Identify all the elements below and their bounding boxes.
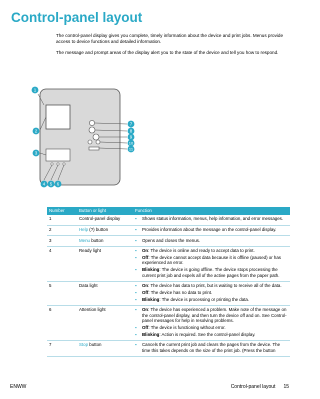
function-text: Provides information about the message on the control-panel display. bbox=[142, 226, 277, 232]
function-text: Shows status information, menus, help information, and error messages. bbox=[142, 216, 284, 222]
callout-1 bbox=[32, 87, 39, 94]
function-text: : The device has experienced a problem. Make note of the message on the control-panel display, and then turn the device off and on. See Control-panel messages for help in resolving problems. bbox=[142, 307, 287, 324]
function-list bbox=[135, 248, 288, 278]
bullet-icon: ▪ bbox=[135, 289, 137, 295]
function-state: Off bbox=[142, 289, 149, 295]
table-row bbox=[47, 246, 290, 281]
function-item bbox=[135, 248, 288, 253]
data-light-graphic bbox=[57, 163, 59, 165]
function-item bbox=[135, 342, 288, 353]
function-item bbox=[135, 283, 288, 288]
svg-text:1: 1 bbox=[33, 87, 37, 93]
row-number: 7 bbox=[47, 340, 77, 356]
function-state: On bbox=[142, 248, 149, 254]
svg-text:7: 7 bbox=[129, 121, 133, 127]
callout-4 bbox=[41, 181, 48, 188]
row-function bbox=[133, 305, 290, 340]
function-item bbox=[135, 267, 288, 278]
function-item bbox=[135, 216, 288, 221]
row-number: 6 bbox=[47, 305, 77, 340]
bullet-icon: ▪ bbox=[135, 237, 137, 243]
function-item bbox=[135, 238, 288, 243]
function-text: : The device is online and ready to accept data to print. bbox=[148, 248, 255, 254]
lights-area bbox=[46, 149, 70, 161]
svg-text:10: 10 bbox=[128, 140, 134, 146]
function-item bbox=[135, 325, 288, 330]
svg-text:3: 3 bbox=[34, 150, 38, 156]
bullet-icon: ▪ bbox=[135, 342, 137, 348]
bullet-icon: ▪ bbox=[135, 307, 137, 313]
bullet-icon: ▪ bbox=[135, 216, 137, 222]
row-name-part: Control-panel display bbox=[79, 216, 121, 222]
row-name-part: (?) button bbox=[88, 226, 109, 232]
bullet-icon: ▪ bbox=[135, 267, 137, 273]
row-function bbox=[133, 225, 290, 236]
function-state: Blinking bbox=[142, 331, 160, 337]
select-button-graphic bbox=[93, 134, 99, 140]
svg-text:2: 2 bbox=[34, 128, 38, 134]
callout-9 bbox=[128, 134, 135, 141]
function-text: : The device is going offline. The device stops processing the current print job and expels all of the active pages from the paper path. bbox=[142, 267, 280, 278]
function-text: : Action is required. See the control-panel display. bbox=[159, 331, 256, 337]
row-function bbox=[133, 215, 290, 225]
callout-8 bbox=[128, 128, 135, 135]
table-row bbox=[47, 281, 290, 305]
function-text: : The device has data to print, but is waiting to receive all of the data. bbox=[148, 283, 282, 289]
attention-light-graphic bbox=[63, 163, 65, 165]
svg-text:4: 4 bbox=[42, 181, 46, 187]
table-row bbox=[47, 305, 290, 340]
svg-text:8: 8 bbox=[129, 128, 133, 134]
row-button-or-light bbox=[77, 305, 133, 340]
ready-light-graphic bbox=[51, 163, 53, 165]
intro-paragraph: The control-panel display gives you complete, timely information about the device and print jobs. Menus provide access to device functions and detailed information. bbox=[56, 33, 284, 44]
function-item bbox=[135, 255, 288, 266]
callout-6 bbox=[55, 181, 62, 188]
footer-left: ENWW bbox=[10, 384, 27, 390]
svg-text:9: 9 bbox=[129, 134, 133, 140]
svg-text:11: 11 bbox=[128, 146, 134, 152]
row-number: 1 bbox=[47, 215, 77, 225]
function-list bbox=[135, 307, 288, 337]
svg-text:6: 6 bbox=[56, 181, 60, 187]
bullet-icon: ▪ bbox=[135, 226, 137, 232]
row-name-part: Menu bbox=[79, 237, 90, 243]
display-window bbox=[46, 105, 70, 129]
table-body bbox=[47, 215, 290, 356]
help-button-graphic bbox=[89, 120, 94, 125]
callout-7 bbox=[128, 121, 135, 128]
row-button-or-light bbox=[77, 246, 133, 281]
back-button-graphic bbox=[89, 147, 99, 150]
bullet-icon: ▪ bbox=[135, 283, 137, 289]
row-function bbox=[133, 236, 290, 247]
function-text: Opens and closes the menus. bbox=[142, 237, 201, 243]
function-text: : The device has no data to print. bbox=[148, 289, 213, 295]
control-panel-diagram bbox=[30, 79, 140, 191]
function-text: : The device is functioning without error. bbox=[148, 324, 226, 330]
page-number: 15 bbox=[283, 384, 289, 390]
svg-text:5: 5 bbox=[49, 181, 53, 187]
table-header-row bbox=[47, 207, 290, 215]
function-text: Cancels the current print job and clears the pages from the device. The time this takes depends on the size of the print job. (Press the button bbox=[142, 342, 281, 353]
table-row bbox=[47, 225, 290, 236]
row-name-part: Ready light bbox=[79, 248, 101, 254]
intro-paragraph: The message and prompt areas of the display alert you to the state of the device and tell you how to respond. bbox=[56, 50, 279, 55]
function-state: On bbox=[142, 307, 149, 313]
function-item bbox=[135, 227, 288, 232]
callout-3 bbox=[33, 150, 40, 157]
up-button-graphic bbox=[88, 140, 92, 144]
row-function bbox=[133, 340, 290, 356]
row-function bbox=[133, 246, 290, 281]
row-button-or-light bbox=[77, 215, 133, 225]
row-button-or-light bbox=[77, 340, 133, 356]
header-number: Number bbox=[47, 207, 77, 215]
row-name-part: Stop bbox=[79, 342, 89, 348]
row-function bbox=[133, 281, 290, 305]
function-state: Blinking bbox=[142, 296, 160, 302]
function-state: Off bbox=[142, 254, 149, 260]
function-item bbox=[135, 332, 288, 337]
row-name-part: Help bbox=[79, 226, 89, 232]
page-title: Control-panel layout bbox=[11, 10, 143, 25]
row-number: 5 bbox=[47, 281, 77, 305]
function-state: On bbox=[142, 283, 149, 289]
table-row bbox=[47, 340, 290, 356]
row-name-part: Attention light bbox=[79, 307, 106, 313]
callout-11 bbox=[128, 146, 135, 153]
function-item bbox=[135, 307, 288, 323]
footer-section: Control-panel layout bbox=[230, 384, 276, 390]
row-name-part: button bbox=[89, 237, 104, 243]
table-row bbox=[47, 215, 290, 225]
row-number: 4 bbox=[47, 246, 77, 281]
menu-button-graphic bbox=[89, 127, 95, 133]
row-name-part: button bbox=[88, 342, 102, 348]
callout-10 bbox=[128, 140, 135, 147]
function-item bbox=[135, 290, 288, 295]
bullet-icon: ▪ bbox=[135, 331, 137, 337]
table-row bbox=[47, 236, 290, 247]
function-list bbox=[135, 342, 288, 353]
row-number: 3 bbox=[47, 236, 77, 247]
function-item bbox=[135, 297, 288, 302]
row-name-part: Data light bbox=[79, 283, 98, 289]
bullet-icon: ▪ bbox=[135, 254, 137, 260]
function-state: Off bbox=[142, 324, 149, 330]
function-list bbox=[135, 238, 288, 243]
footer-right bbox=[223, 384, 289, 390]
callout-2 bbox=[33, 128, 40, 135]
bullet-icon: ▪ bbox=[135, 296, 137, 302]
function-state: Blinking bbox=[142, 267, 160, 273]
function-list bbox=[135, 227, 288, 232]
function-table bbox=[47, 207, 290, 357]
row-button-or-light bbox=[77, 225, 133, 236]
row-button-or-light bbox=[77, 281, 133, 305]
row-button-or-light bbox=[77, 236, 133, 247]
callout-5 bbox=[48, 181, 55, 188]
header-function: Function bbox=[133, 207, 290, 215]
bullet-icon: ▪ bbox=[135, 324, 137, 330]
function-text: : The device cannot accept data because it is offline (paused) or has experienced an error. bbox=[142, 254, 281, 266]
function-list bbox=[135, 283, 288, 302]
bullet-icon: ▪ bbox=[135, 248, 137, 254]
function-list bbox=[135, 216, 288, 221]
function-text: : The device is processing or printing the data. bbox=[159, 296, 250, 302]
header-button-or-light: Button or light bbox=[77, 207, 133, 215]
down-button-graphic bbox=[96, 140, 100, 144]
row-number: 2 bbox=[47, 225, 77, 236]
